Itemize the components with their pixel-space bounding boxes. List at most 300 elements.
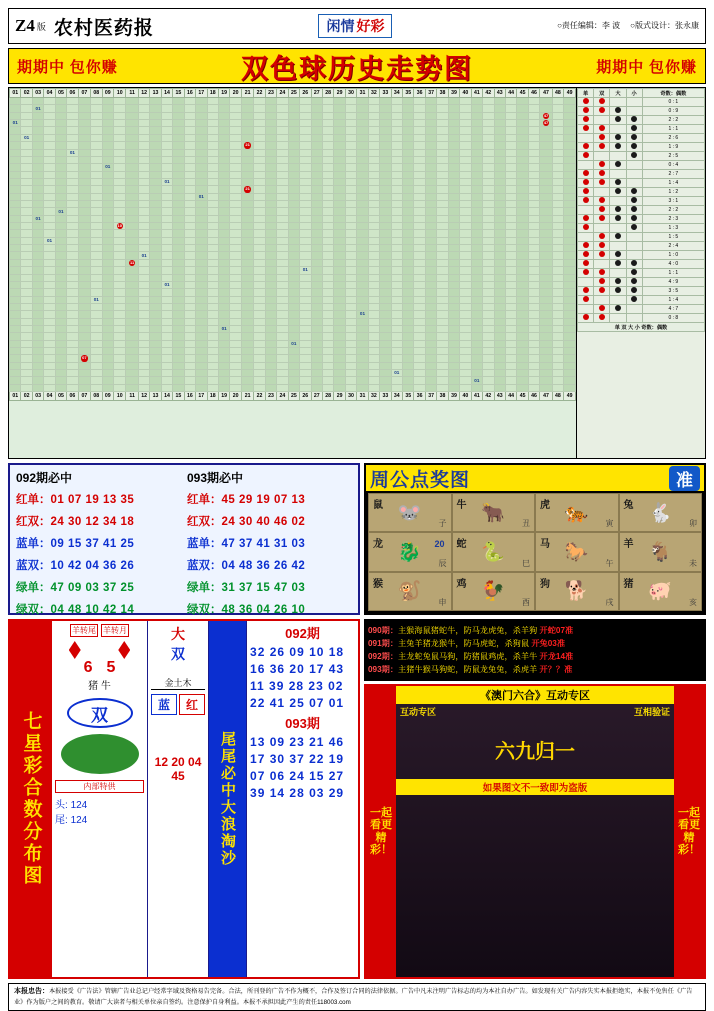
grid-cell (368, 245, 379, 252)
grid-cell (380, 259, 391, 266)
grid-cell (241, 377, 253, 384)
grid-cell (265, 267, 276, 274)
must-hit-title-092: 092期必中 (16, 471, 73, 485)
col-footer: 31 (357, 392, 368, 401)
grid-cell (483, 355, 494, 362)
grid-cell (552, 156, 563, 163)
grid-cell (311, 259, 322, 266)
grid-cell (32, 333, 43, 340)
grid-cell (55, 230, 66, 237)
grid-cell (448, 303, 459, 310)
grid-cell (207, 215, 218, 222)
grid-cell (460, 267, 471, 274)
grid-cell (44, 245, 55, 252)
grid-cell (403, 296, 414, 303)
ratio-dot-cell (594, 278, 610, 287)
bottom-section (8, 619, 706, 979)
grid-cell (357, 208, 368, 215)
col-footer: 13 (150, 392, 161, 401)
col-footer: 30 (345, 392, 356, 401)
grid-cell (540, 362, 552, 369)
grid-cell (173, 355, 184, 362)
col-header: 23 (265, 89, 276, 98)
col-header: 45 (517, 89, 528, 98)
grid-cell (277, 178, 288, 185)
grid-cell (300, 318, 311, 325)
grid-cell (230, 193, 241, 200)
grid-cell (334, 289, 345, 296)
grid-cell (300, 384, 311, 391)
grid-cell (471, 215, 482, 222)
grid-cell (173, 370, 184, 377)
grid-cell (241, 267, 253, 274)
ratio-value: 1 : 5 (642, 233, 704, 242)
grid-cell-num: 01 (161, 178, 172, 185)
grid-cell (138, 296, 149, 303)
grid-cell (102, 370, 113, 377)
grid-row (10, 281, 576, 288)
ratio-row (578, 134, 705, 143)
ratio-dot-cell (610, 296, 626, 305)
grid-cell (44, 149, 55, 156)
grid-cell (173, 377, 184, 384)
grid-cell (207, 245, 218, 252)
grid-cell (483, 208, 494, 215)
grid-cell (113, 164, 125, 171)
grid-cell (403, 237, 414, 244)
grid-cell (552, 142, 563, 149)
grid-cell (311, 178, 322, 185)
ratio-dot-cell (610, 251, 626, 260)
grid-cell (517, 281, 528, 288)
grid-cell (564, 370, 576, 377)
grid-cell (173, 223, 184, 230)
ratio-dot-cell (626, 305, 642, 314)
grid-cell (173, 274, 184, 281)
grid-cell (21, 384, 32, 391)
qixingcai-vertical-title (10, 621, 52, 977)
grid-cell (414, 230, 425, 237)
grid-cell (102, 267, 113, 274)
col-header: 38 (437, 89, 448, 98)
col-header: 22 (254, 89, 265, 98)
grid-cell (55, 98, 66, 105)
grid-cell (288, 274, 299, 281)
grid-cell (91, 340, 102, 347)
grid-cell (540, 98, 552, 105)
grid-row (10, 215, 576, 222)
grid-row (10, 384, 576, 391)
grid-cell (196, 303, 207, 310)
grid-cell (564, 134, 576, 141)
grid-cell (207, 178, 218, 185)
grid-cell-ball: 10 (113, 223, 125, 230)
grid-cell (311, 340, 322, 347)
grid-cell (55, 347, 66, 354)
grid-cell (55, 377, 66, 384)
grid-cell (540, 384, 552, 391)
zodiac-name: 鼠 (373, 500, 383, 511)
grid-cell (322, 230, 333, 237)
grid-cell (414, 223, 425, 230)
grid-cell (218, 223, 229, 230)
grid-cell (300, 178, 311, 185)
ratio-dot-cell (610, 143, 626, 152)
grid-cell (55, 355, 66, 362)
grid-cell (277, 274, 288, 281)
grid-cell (425, 164, 436, 171)
grid-cell (334, 127, 345, 134)
grid-cell (32, 178, 43, 185)
grid-cell (10, 171, 21, 178)
grid-cell (311, 171, 322, 178)
ratio-row (578, 152, 705, 161)
grid-cell (368, 259, 379, 266)
grid-cell (380, 384, 391, 391)
forecast-period: 093期： (368, 665, 399, 674)
grid-cell (277, 134, 288, 141)
grid-cell (184, 120, 195, 127)
grid-cell (414, 98, 425, 105)
col-header: 29 (334, 89, 345, 98)
grid-cell (184, 333, 195, 340)
grid-cell (540, 178, 552, 185)
grid-cell (322, 178, 333, 185)
grid-cell (334, 186, 345, 193)
grid-cell (67, 245, 78, 252)
grid-cell (113, 311, 125, 318)
grid-cell (460, 347, 471, 354)
forecast-period: 091期： (368, 639, 399, 648)
grid-cell (414, 193, 425, 200)
grid-cell (207, 223, 218, 230)
grid-cell (460, 252, 471, 259)
grid-cell (184, 281, 195, 288)
zodiac-name: 兔 (623, 500, 634, 511)
grid-cell (288, 215, 299, 222)
grid-cell (345, 215, 356, 222)
grid-cell (564, 237, 576, 244)
grid-cell (32, 289, 43, 296)
grid-cell (528, 237, 539, 244)
grid-cell (345, 201, 356, 208)
grid-cell (184, 340, 195, 347)
grid-cell (113, 112, 125, 119)
grid-cell (21, 252, 32, 259)
grid-cell (67, 296, 78, 303)
grid-cell (380, 311, 391, 318)
grid-cell (517, 120, 528, 127)
ratio-dot-cell (594, 296, 610, 305)
grid-cell (21, 105, 32, 112)
grid-cell (138, 134, 149, 141)
grid-cell (460, 245, 471, 252)
grid-cell (55, 303, 66, 310)
grid-cell (368, 333, 379, 340)
grid-cell (44, 171, 55, 178)
grid-cell (138, 325, 149, 332)
grid-cell (391, 259, 402, 266)
grid-cell (10, 259, 21, 266)
grid-cell (414, 318, 425, 325)
grid-cell (21, 120, 32, 127)
grid-cell (67, 274, 78, 281)
grid-cell (505, 289, 516, 296)
banner-right-text: 一起看更精彩！ (674, 686, 704, 977)
grid-cell (288, 296, 299, 303)
grid-cell (564, 259, 576, 266)
grid-cell (102, 281, 113, 288)
grid-cell-num: 01 (138, 252, 149, 259)
zodiac-虎-icon: 🐅 (564, 502, 589, 524)
grid-cell (517, 333, 528, 340)
grid-cell (184, 245, 195, 252)
grid-cell (10, 245, 21, 252)
grid-cell (102, 223, 113, 230)
grid-cell (425, 193, 436, 200)
grid-cell (161, 164, 172, 171)
grid-cell (241, 127, 253, 134)
grid-cell (184, 252, 195, 259)
col-header: 32 (368, 89, 379, 98)
grid-cell (425, 377, 436, 384)
grid-cell (150, 193, 161, 200)
grid-cell (102, 333, 113, 340)
grid-cell (10, 193, 21, 200)
grid-cell (357, 289, 368, 296)
grid-cell (540, 156, 552, 163)
grid-cell (254, 156, 265, 163)
grid-cell (540, 201, 552, 208)
grid-cell (322, 370, 333, 377)
grid-cell (334, 230, 345, 237)
grid-cell (505, 193, 516, 200)
grid-cell (322, 215, 333, 222)
grid-cell (552, 230, 563, 237)
grid-cell (437, 318, 448, 325)
grid-cell (265, 215, 276, 222)
grid-cell (102, 120, 113, 127)
grid-cell (311, 156, 322, 163)
ratio-dot-cell (594, 134, 610, 143)
grid-cell (207, 347, 218, 354)
grid-cell (494, 281, 505, 288)
neibu-label: 内部特供 (83, 782, 116, 791)
grid-cell (150, 333, 161, 340)
ratio-dot-cell (610, 269, 626, 278)
grid-cell (78, 223, 90, 230)
grid-cell (67, 303, 78, 310)
grid-cell (425, 267, 436, 274)
grid-cell (241, 98, 253, 105)
grid-cell (184, 384, 195, 391)
ratio-dot-cell (594, 314, 610, 323)
grid-cell (196, 296, 207, 303)
grid-cell (564, 215, 576, 222)
grid-cell (345, 362, 356, 369)
grid-cell (345, 149, 356, 156)
col-footer: 14 (161, 392, 172, 401)
ratio-dot-cell (578, 107, 594, 116)
col-footer: 37 (425, 392, 436, 401)
zodiac-name: 猪 (623, 578, 634, 590)
ratio-value: 1 : 2 (642, 188, 704, 197)
must-hit-values: 01 07 19 13 35 (50, 494, 135, 506)
ratio-row (578, 188, 705, 197)
grid-cell (483, 193, 494, 200)
grid-cell (505, 370, 516, 377)
grid-cell (277, 215, 288, 222)
grid-cell (102, 208, 113, 215)
grid-cell (380, 347, 391, 354)
grid-cell (184, 112, 195, 119)
ratio-header: 大 (610, 89, 626, 98)
ratio-dot-cell (610, 170, 626, 179)
grid-cell (414, 347, 425, 354)
grid-cell (334, 333, 345, 340)
jintumu-label: 金土木 (151, 676, 205, 690)
grid-cell (241, 318, 253, 325)
grid-cell (288, 186, 299, 193)
grid-cell (230, 245, 241, 252)
grid-cell (311, 201, 322, 208)
grid-cell (528, 340, 539, 347)
grid-cell (44, 193, 55, 200)
grid-cell (21, 370, 32, 377)
footer-heading: 本报忠告： (14, 988, 49, 995)
grid-cell (138, 311, 149, 318)
title-right-slogan: 期期中 包你赚 (596, 59, 697, 76)
col-header: 21 (241, 89, 253, 98)
grid-cell (528, 186, 539, 193)
grid-cell (241, 178, 253, 185)
credits (557, 20, 699, 31)
grid-cell (78, 370, 90, 377)
grid-cell (32, 98, 43, 105)
col-footer: 01 (10, 392, 21, 401)
forecast-result: 开蛇07准 (539, 626, 574, 635)
grid-cell (173, 281, 184, 288)
ratio-dot-cell (578, 215, 594, 224)
grid-cell (380, 296, 391, 303)
grid-cell (10, 237, 21, 244)
grid-cell (44, 178, 55, 185)
grid-cell (184, 127, 195, 134)
grid-cell (552, 149, 563, 156)
grid-cell (32, 193, 43, 200)
grid-cell (288, 237, 299, 244)
grid-cell (44, 215, 55, 222)
grid-cell (207, 318, 218, 325)
ratio-row (578, 305, 705, 314)
grid-cell (91, 98, 102, 105)
grid-cell (437, 340, 448, 347)
grid-cell (505, 171, 516, 178)
grid-cell (380, 223, 391, 230)
grid-cell (448, 347, 459, 354)
col-header: 47 (540, 89, 552, 98)
col-header: 36 (414, 89, 425, 98)
zodiac-branch: 戌 (605, 597, 614, 607)
grid-cell (241, 112, 253, 119)
grid-row (10, 127, 576, 134)
col-footer: 19 (218, 392, 229, 401)
grid-cell-num: 01 (196, 193, 207, 200)
grid-cell (300, 237, 311, 244)
grid-cell (161, 274, 172, 281)
grid-cell (505, 134, 516, 141)
grid-cell (21, 245, 32, 252)
grid-cell (67, 164, 78, 171)
grid-cell (460, 333, 471, 340)
grid-cell (300, 164, 311, 171)
grid-cell (241, 223, 253, 230)
grid-cell (10, 370, 21, 377)
grid-cell (91, 120, 102, 127)
grid-cell (517, 201, 528, 208)
grid-cell (44, 333, 55, 340)
grid-cell (184, 156, 195, 163)
grid-cell (113, 178, 125, 185)
grid-cell (265, 112, 276, 119)
grid-cell (161, 149, 172, 156)
grid-cell (528, 281, 539, 288)
grid-cell (345, 259, 356, 266)
ratio-dot-cell (578, 305, 594, 314)
grid-cell (126, 311, 138, 318)
grid-cell (403, 377, 414, 384)
grid-cell (494, 201, 505, 208)
grid-cell (300, 186, 311, 193)
grid-cell (161, 156, 172, 163)
grid-cell (391, 318, 402, 325)
grid-cell (380, 120, 391, 127)
grid-cell (300, 340, 311, 347)
grid-cell (311, 384, 322, 391)
grid-cell (21, 223, 32, 230)
grid-cell (91, 311, 102, 318)
grid-cell (55, 325, 66, 332)
grid-cell (138, 340, 149, 347)
grid-cell (505, 333, 516, 340)
grid-cell (437, 267, 448, 274)
col-footer: 47 (540, 392, 552, 401)
ratio-dot-cell (578, 143, 594, 152)
grid-cell (564, 245, 576, 252)
grid-cell (254, 178, 265, 185)
grid-cell (78, 245, 90, 252)
grid-cell (311, 355, 322, 362)
grid-cell (345, 318, 356, 325)
grid-row (10, 142, 576, 149)
grid-cell (471, 164, 482, 171)
grid-cell (391, 186, 402, 193)
right-bottom-column (364, 619, 706, 979)
grid-cell (368, 98, 379, 105)
zodiac-猪-icon: 🐖 (648, 581, 673, 603)
ratio-value: 0 : 1 (642, 98, 704, 107)
masthead (8, 8, 706, 44)
grid-cell (540, 370, 552, 377)
ratio-dot-cell (594, 215, 610, 224)
grid-cell (300, 149, 311, 156)
grid-cell (288, 318, 299, 325)
grid-cell (21, 347, 32, 354)
col-footer: 40 (460, 392, 471, 401)
ratio-row (578, 242, 705, 251)
grid-cell (55, 178, 66, 185)
grid-cell (207, 325, 218, 332)
